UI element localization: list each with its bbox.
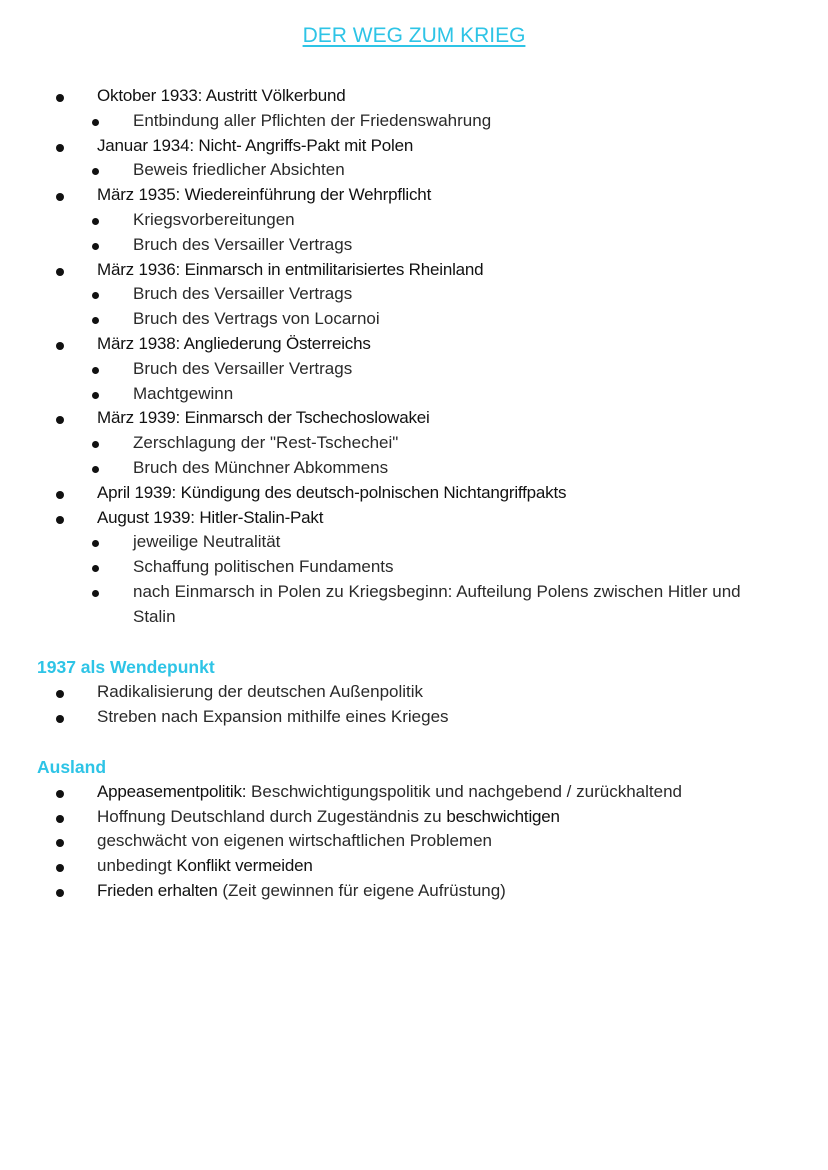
bullet-icon: [56, 715, 64, 723]
list-item: [0, 705, 828, 730]
item-text: Streben nach Expansion mithilfe eines Krieges: [97, 706, 449, 726]
bullet-icon: [92, 218, 99, 225]
bullet-icon: [56, 342, 64, 350]
event-text: August 1939: Hitler-Stalin-Pakt: [97, 507, 324, 527]
event-detail: [0, 555, 828, 580]
bullet-icon: [92, 590, 99, 597]
bullet-icon: [56, 516, 64, 524]
item-text: Hoffnung Deutschland durch Zugeständnis zu: [97, 806, 447, 826]
detail-text: Machtgewinn: [133, 383, 234, 403]
detail-text: Bruch des Versailler Vertrags: [133, 358, 353, 378]
detail-text: Beweis friedlicher Absichten: [133, 160, 345, 180]
event-text: Oktober 1933: Austritt Völkerbund: [97, 86, 346, 105]
bullet-icon: [56, 864, 64, 872]
bullet-icon: [92, 441, 99, 448]
ausland-list: [0, 780, 828, 904]
detail-text: jeweilige Neutralität: [133, 532, 281, 552]
event-detail: [0, 109, 828, 134]
event-text: März 1938: Angliederung Österreichs: [97, 333, 371, 353]
bullet-icon: [92, 292, 99, 299]
event-text: März 1936: Einmarsch in entmilitarisiertes Rheinland: [97, 259, 484, 279]
item-text: Radikalisierung der deutschen Außenpolitik: [97, 681, 424, 701]
ausland-section: [0, 755, 828, 904]
list-item: [0, 854, 828, 879]
item-text: (Zeit gewinnen für eigene Aufrüstung): [217, 880, 506, 900]
detail-text: Kriegsvorbereitungen: [133, 209, 295, 229]
timeline-list: [0, 84, 828, 630]
list-item: [0, 680, 828, 705]
detail-text: Bruch des Versailler Vertrags: [133, 284, 353, 304]
event-detail: [0, 282, 828, 307]
event-text: April 1939: Kündigung des deutsch-polnischen Nichtangriffpakts: [97, 482, 567, 502]
item-bold-text: Frieden erhalten: [97, 880, 218, 900]
timeline-event: [0, 84, 828, 109]
event-detail: [0, 456, 828, 481]
item-bold-text: Appeasementpolitik:: [97, 781, 247, 801]
event-detail: [0, 357, 828, 382]
section-heading: Ausland: [37, 757, 107, 777]
item-text: geschwächt von eigenen wirtschaftlichen Problemen: [97, 831, 493, 851]
detail-text: Bruch des Versailler Vertrags: [133, 234, 353, 254]
timeline-event: [0, 183, 828, 208]
timeline-event: [0, 134, 828, 159]
list-item: [0, 829, 828, 854]
detail-text: Zerschlagung der "Rest-Tschechei": [133, 433, 399, 453]
bullet-icon: [92, 119, 99, 126]
bullet-icon: [56, 491, 64, 499]
bullet-icon: [92, 168, 99, 175]
event-text: Januar 1934: Nicht- Angriffs-Pakt mit Polen: [97, 135, 414, 155]
detail-text: Bruch des Münchner Abkommens: [133, 457, 389, 477]
timeline-event: [0, 506, 828, 531]
list-item: [0, 780, 828, 805]
list-item: [0, 805, 828, 830]
event-detail: [0, 382, 828, 407]
bullet-icon: [92, 540, 99, 547]
detail-text: Entbindung aller Pflichten der Friedenswahrung: [133, 110, 492, 130]
item-bold-text: Konflikt vermeiden: [176, 856, 313, 876]
event-text: März 1935: Wiedereinführung der Wehrpflicht: [97, 185, 432, 205]
bullet-icon: [56, 193, 64, 201]
list-item: [0, 879, 828, 904]
event-detail: [0, 158, 828, 183]
bullet-icon: [56, 839, 64, 847]
item-text: unbedingt: [97, 856, 177, 876]
event-detail: [0, 530, 828, 555]
bullet-icon: [56, 268, 64, 276]
wendepunkt-section: [0, 655, 828, 729]
timeline-event: [0, 258, 828, 283]
item-bold-text: beschwichtigen: [446, 806, 560, 826]
timeline-event: [0, 406, 828, 431]
bullet-icon: [56, 144, 64, 152]
event-detail: [0, 580, 828, 630]
bullet-icon: [92, 367, 99, 374]
bullet-icon: [92, 392, 99, 399]
event-detail: [0, 431, 828, 456]
bullet-icon: [56, 690, 64, 698]
bullet-icon: [56, 815, 64, 823]
section-heading: 1937 als Wendepunkt: [37, 657, 215, 677]
bullet-icon: [56, 416, 64, 424]
bullet-icon: [92, 317, 99, 324]
detail-text: nach Einmarsch in Polen zu Kriegsbeginn: Aufteilung Polens zwischen Hitler und Stalin: [133, 581, 741, 626]
event-text: März 1939: Einmarsch der Tschechoslowakei: [97, 408, 430, 428]
bullet-icon: [92, 466, 99, 473]
event-detail: [0, 208, 828, 233]
event-detail: [0, 307, 828, 332]
timeline-event: [0, 332, 828, 357]
bullet-icon: [56, 94, 64, 102]
detail-text: Schaffung politischen Fundaments: [133, 557, 394, 577]
wendepunkt-list: [0, 680, 828, 730]
bullet-icon: [56, 889, 64, 897]
bullet-icon: [92, 243, 99, 250]
timeline-event: [0, 481, 828, 506]
detail-text: Bruch des Vertrags von Locarnoi: [133, 309, 380, 329]
bullet-icon: [56, 790, 64, 798]
event-detail: [0, 233, 828, 258]
page-title: DER WEG ZUM KRIEG: [302, 24, 526, 47]
item-text: Beschwichtigungspolitik und nachgebend / zurückhaltend: [246, 781, 682, 801]
bullet-icon: [92, 565, 99, 572]
